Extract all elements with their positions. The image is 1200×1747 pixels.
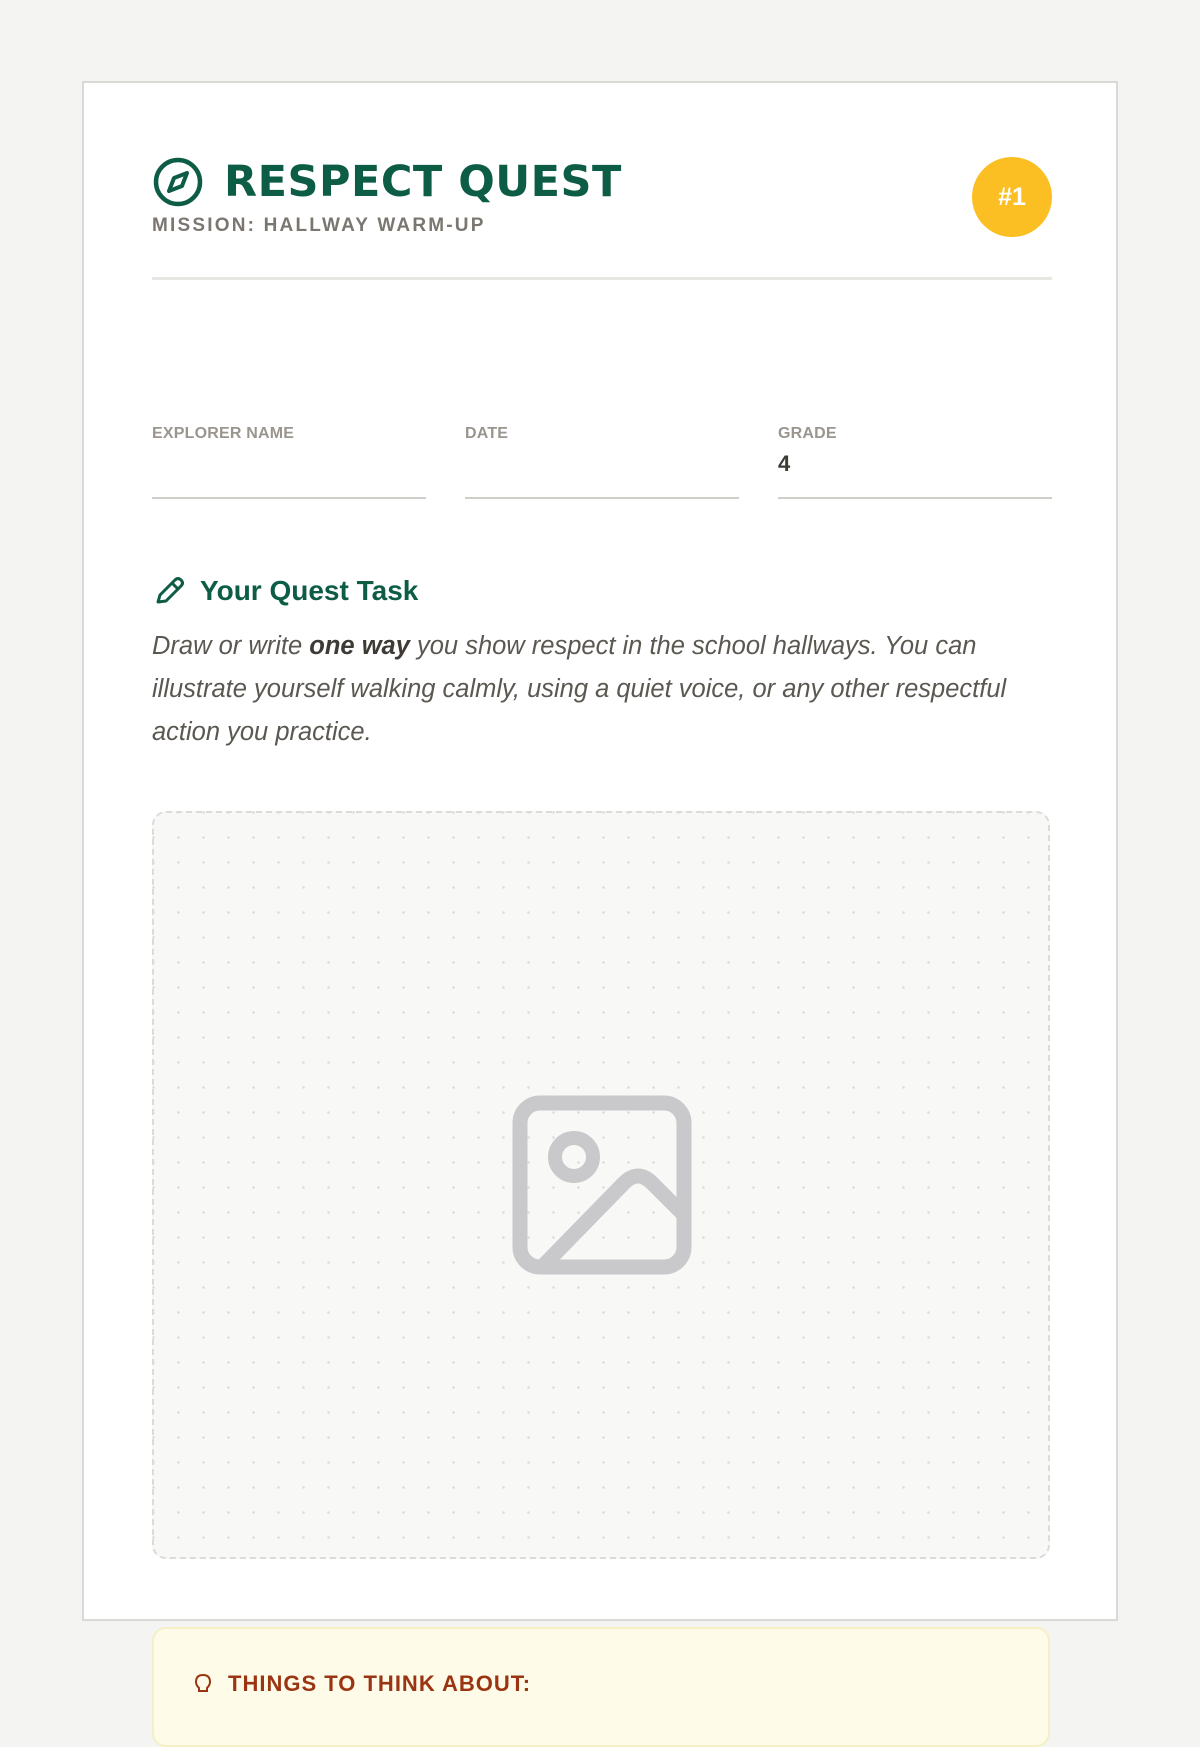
task-heading: Your Quest Task	[200, 575, 419, 606]
date-line	[465, 497, 739, 499]
grade-line	[778, 497, 1052, 499]
explorer-name-line	[152, 497, 426, 499]
student-info-fields	[152, 421, 1052, 501]
explorer-name-label: EXPLORER NAME	[152, 425, 295, 442]
lightbulb-icon	[192, 1673, 214, 1695]
mission-subtitle: MISSION: HALLWAY WARM-UP	[152, 215, 486, 236]
task-text-emphasis: one way	[309, 632, 410, 660]
grade-field[interactable]	[778, 421, 1052, 501]
pencil-icon	[152, 574, 186, 608]
grade-value[interactable]: 4	[778, 451, 791, 476]
compass-icon	[152, 156, 204, 208]
grade-label: GRADE	[778, 425, 837, 442]
task-heading-row	[152, 571, 418, 611]
worksheet-title: RESPECT QUEST	[224, 157, 622, 207]
date-label: DATE	[465, 425, 509, 442]
title-row	[152, 155, 622, 209]
worksheet-card	[82, 81, 1118, 1696]
worksheet-header	[152, 155, 1052, 275]
date-field[interactable]	[465, 421, 739, 501]
task-text-end: you show respect in the school hallways. You can illustrate yourself walking calmly, using a quiet voice, or any other respectful action you practice.	[152, 632, 1007, 746]
task-text-start: Draw or write	[152, 632, 310, 660]
think-about-heading: THINGS TO THINK ABOUT:	[228, 1671, 532, 1696]
drawing-area[interactable]	[152, 811, 1050, 1559]
explorer-name-field[interactable]	[152, 421, 426, 501]
quest-number-badge: #1	[972, 157, 1052, 237]
think-about-box	[152, 1627, 1050, 1747]
think-about-heading-row	[192, 1671, 531, 1697]
image-placeholder-icon	[512, 1095, 692, 1275]
task-instructions	[152, 625, 1052, 754]
header-divider	[152, 277, 1052, 280]
